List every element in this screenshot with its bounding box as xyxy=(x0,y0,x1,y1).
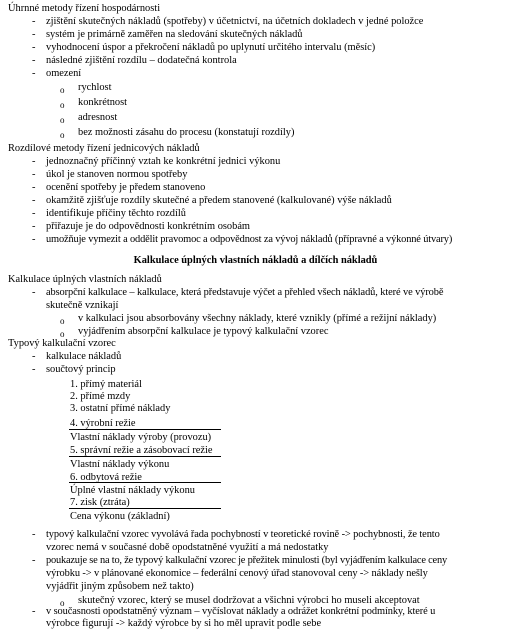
formula-line: 6. odbytová režie xyxy=(70,472,142,483)
list-item: omezení xyxy=(46,68,82,79)
section-heading: Kalkulace úplných vlastních nákladů xyxy=(8,274,162,285)
sub-list-item: skutečný vzorec, který se musel dodržovat a všichni výrobci ho museli akceptovat xyxy=(78,595,420,606)
bullet-dash: - xyxy=(32,29,36,40)
formula-line: 3. ostatní přímé náklady xyxy=(70,403,171,414)
bullet-dash: - xyxy=(32,182,36,193)
sum-line xyxy=(69,456,221,457)
formula-line: 5. správní režie a zásobovací režie xyxy=(70,445,213,456)
bullet-dash: - xyxy=(32,195,36,206)
bullet-circle: o xyxy=(60,115,65,125)
bullet-dash: - xyxy=(32,169,36,180)
paragraph-item: v současnosti opodstatněný význam – vyčíslovat náklady a odrážet konkrétní podmínky, které u xyxy=(46,606,436,617)
bullet-dash: - xyxy=(32,208,36,219)
paragraph-continuation: výrobce figurují -> každý výrobce by si ho měl upravit podle sebe xyxy=(46,618,322,629)
list-item: vyhodnocení úspor a překročení nákladů po uplynutí určitého intervalu (měsíc) xyxy=(46,42,376,53)
list-item-continuation: skutečně vznikají xyxy=(46,300,119,311)
paragraph-item: poukazuje se na to, že typový kalkulační vzorec je přežitek minulosti (byl vyjádřením kalkulace ceny xyxy=(46,555,447,566)
list-item: ocenění spotřeby je předem stanoveno xyxy=(46,182,206,193)
bullet-dash: - xyxy=(32,529,36,540)
bullet-dash: - xyxy=(32,42,36,53)
list-item: přiřazuje je do odpovědnosti konkrétním osobám xyxy=(46,221,251,232)
bullet-dash: - xyxy=(32,234,36,245)
bullet-dash: - xyxy=(32,555,36,566)
bullet-circle: o xyxy=(60,316,65,326)
list-item: zjištění skutečných nákladů (spotřeby) v účetnictví, na účetních dokladech v jedné položce xyxy=(46,16,424,27)
sub-list-item: konkrétnost xyxy=(78,97,128,108)
sub-list-item: rychlost xyxy=(78,82,112,93)
list-item: systém je primárně zaměřen na sledování skutečných nákladů xyxy=(46,29,303,40)
bullet-circle: o xyxy=(60,85,65,95)
formula-line: 2. přímé mzdy xyxy=(70,391,131,402)
formula-line: 4. výrobní režie xyxy=(70,418,136,429)
bullet-dash: - xyxy=(32,55,36,66)
bullet-circle: o xyxy=(60,130,65,140)
sum-line xyxy=(69,508,221,509)
list-item: okamžitě zjišťuje rozdíly skutečné a předem stanovené (kalkulované) výše nákladů xyxy=(46,195,392,206)
paragraph-item: typový kalkulační vzorec vyvolává řada pochybností v teoretické rovině -> pochybnosti, že tento xyxy=(46,529,440,540)
list-item: identifikuje příčiny těchto rozdílů xyxy=(46,208,186,219)
bullet-dash: - xyxy=(32,287,36,298)
bullet-dash: - xyxy=(32,68,36,79)
list-item: jednoznačný příčinný vztah ke konkrétní jednici výkonu xyxy=(46,156,281,167)
section-heading: Typový kalkulační vzorec xyxy=(8,338,116,349)
sub-list-item: v kalkulaci jsou absorbovány všechny náklady, které vznikly (přímé a režijní náklady) xyxy=(78,313,437,324)
formula-subtotal: Vlastní náklady výkonu xyxy=(70,459,170,470)
formula-subtotal: Úplné vlastní náklady výkonu xyxy=(70,485,195,496)
sub-list-item: adresnost xyxy=(78,112,118,123)
sum-line xyxy=(69,482,221,483)
sub-list-item: vyjádřením absorpční kalkulace je typový kalkulační vzorec xyxy=(78,326,329,337)
formula-line: 7. zisk (ztráta) xyxy=(70,497,130,508)
list-item: součtový princip xyxy=(46,364,116,375)
list-item: umožňuje vymezit a oddělit pravomoc a odpovědnost za vývoj nákladů (přípravné a výkonné útvary) xyxy=(46,234,453,245)
bullet-dash: - xyxy=(32,364,36,375)
bullet-circle: o xyxy=(60,100,65,110)
formula-total: Cena výkonu (základní) xyxy=(70,511,170,522)
list-item: kalkulace nákladů xyxy=(46,351,122,362)
bullet-dash: - xyxy=(32,16,36,27)
list-item: úkol je stanoven normou spotřeby xyxy=(46,169,188,180)
section-heading: Úhrnné metody řízení hospodárnosti xyxy=(8,3,161,14)
section-heading: Rozdílové metody řízení jednicových nákladů xyxy=(8,143,200,154)
bullet-circle: o xyxy=(60,598,65,608)
paragraph-continuation: vyjádřit jiným způsobem než takto) xyxy=(46,581,194,592)
sum-line xyxy=(69,429,221,430)
section-title: Kalkulace úplných vlastních nákladů a dílčích nákladů xyxy=(133,255,378,266)
sub-list-item: bez možnosti zásahu do procesu (konstatují rozdíly) xyxy=(78,127,295,138)
formula-subtotal: Vlastní náklady výroby (provozu) xyxy=(70,432,212,443)
list-item: absorpční kalkulace – kalkulace, která představuje výčet a přehled všech nákladů, které ve výrobě xyxy=(46,287,444,298)
paragraph-continuation: výrobku -> v plánované ekonomice – federální cenový úřad stanovoval ceny -> náklady nešly xyxy=(46,568,428,579)
bullet-dash: - xyxy=(32,221,36,232)
bullet-dash: - xyxy=(32,351,36,362)
bullet-dash: - xyxy=(32,156,36,167)
paragraph-continuation: vzorec nemá v současné době opodstatněné využití a má nedostatky xyxy=(46,542,329,553)
bullet-circle: o xyxy=(60,329,65,339)
list-item: následné zjištění rozdílu – dodatečná kontrola xyxy=(46,55,237,66)
bullet-dash: - xyxy=(32,606,36,617)
formula-line: 1. přímý materiál xyxy=(70,379,142,390)
